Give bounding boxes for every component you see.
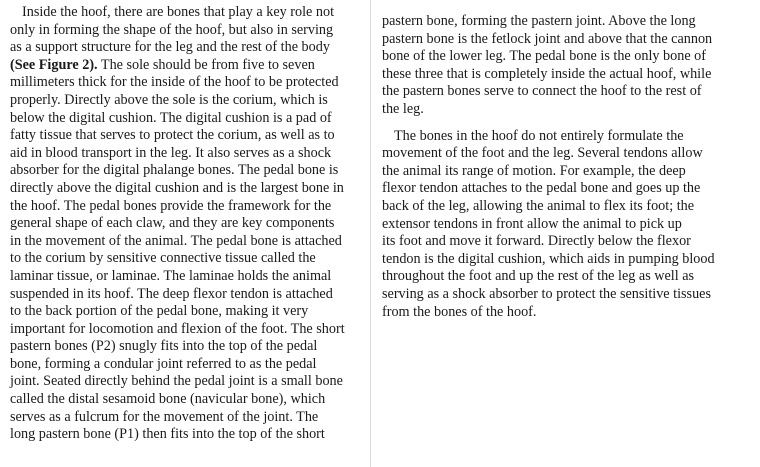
text-line: bone of the lower leg. The pedal bone is the only bone of	[382, 48, 706, 65]
text-line: back of the leg, allowing the animal to flex its foot; the	[382, 197, 695, 214]
text-line: the hoof. The pedal bones provide the framework for the	[10, 197, 332, 214]
text-line: the pastern bones serve to connect the hoof to the rest of	[382, 83, 702, 100]
text-line: flexor tendon attaches to the pedal bone and goes up the	[382, 180, 701, 197]
text-line: throughout the foot and up the rest of the leg as well as	[382, 268, 695, 285]
text-line: aid in blood transport in the leg. It also serves as a shock	[10, 144, 332, 161]
text-line: absorber for the digital phalange bones. The pedal bone is	[10, 162, 339, 179]
text-line: movement of the foot and the leg. Several tendons allow	[382, 145, 703, 162]
text-line: from the bones of the hoof.	[382, 303, 537, 320]
text-line: joint. Seated directly behind the pedal joint is a small bone	[10, 373, 343, 390]
text-line: called the distal sesamoid bone (navicular bone), which	[10, 391, 326, 408]
text-line: pastern bone, forming the pastern joint. Above the long	[382, 13, 696, 29]
paragraph-gap	[382, 119, 730, 128]
text-line: laminar tissue, or laminae. The laminae holds the animal	[10, 267, 332, 284]
text-line: fatty tissue that serves to protect the corium, as well as to	[10, 127, 335, 144]
text-line: important for locomotion and flexion of the foot. The short	[10, 320, 345, 337]
text-line: directly above the digital cushion and is the largest bone in	[10, 179, 344, 196]
text-line: extensor tendons in front allow the animal to pick up	[382, 215, 682, 232]
text-line: properly. Directly above the sole is the corium, which is	[10, 91, 328, 108]
right-column	[382, 13, 730, 321]
text-line: pastern bone is the fetlock joint and above that the cannon	[382, 30, 713, 47]
text-line: to the back portion of the pedal bone, making it very	[10, 303, 309, 320]
text-line: pastern bones (P2) snugly fits into the top of the pedal	[10, 338, 318, 355]
figure-reference[interactable]: (See Figure 2).	[10, 56, 98, 73]
left-column	[10, 4, 360, 444]
text-line: as a support structure for the leg and the rest of the body	[10, 39, 330, 56]
text-line: general shape of each claw, and they are key components	[10, 215, 335, 232]
text-line: these three that is completely inside the actual hoof, while	[382, 65, 712, 82]
text-line: the animal its range of motion. For example, the deep	[382, 162, 686, 179]
text-line: millimeters thick for the inside of the hoof to be protected	[10, 74, 339, 91]
text-line: its foot and move it forward. Directly below the flexor	[382, 233, 691, 250]
text-line: only in forming the shape of the hoof, but also in serving	[10, 21, 334, 38]
text-line: long pastern bone (P1) then fits into the top of the short	[10, 426, 325, 443]
text-line: suspended in its hoof. The deep flexor tendon is attached	[10, 285, 333, 302]
text-line: below the digital cushion. The digital cushion is a pad of	[10, 109, 332, 126]
text-line: serves as a fulcrum for the movement of the joint. The	[10, 408, 319, 425]
text-line: bone, forming a condular joint referred to as the pedal	[10, 355, 317, 372]
text-line: serving as a shock absorber to protect the sensitive tissues	[382, 285, 711, 302]
column-divider	[370, 0, 371, 467]
text-line: the leg.	[382, 100, 424, 117]
text-line-with-figure-ref	[10, 57, 360, 75]
text-line: Inside the hoof, there are bones that play a key role not	[22, 4, 335, 20]
text-line: The bones in the hoof do not entirely formulate the	[394, 127, 684, 144]
text-line: to the corium by sensitive connective tissue called the	[10, 250, 316, 267]
text-fragment: The sole should be from five to seven	[97, 56, 315, 73]
text-line: tendon is the digital cushion, which aids in pumping blood	[382, 250, 715, 267]
text-line: in the movement of the animal. The pedal bone is attached	[10, 232, 342, 249]
